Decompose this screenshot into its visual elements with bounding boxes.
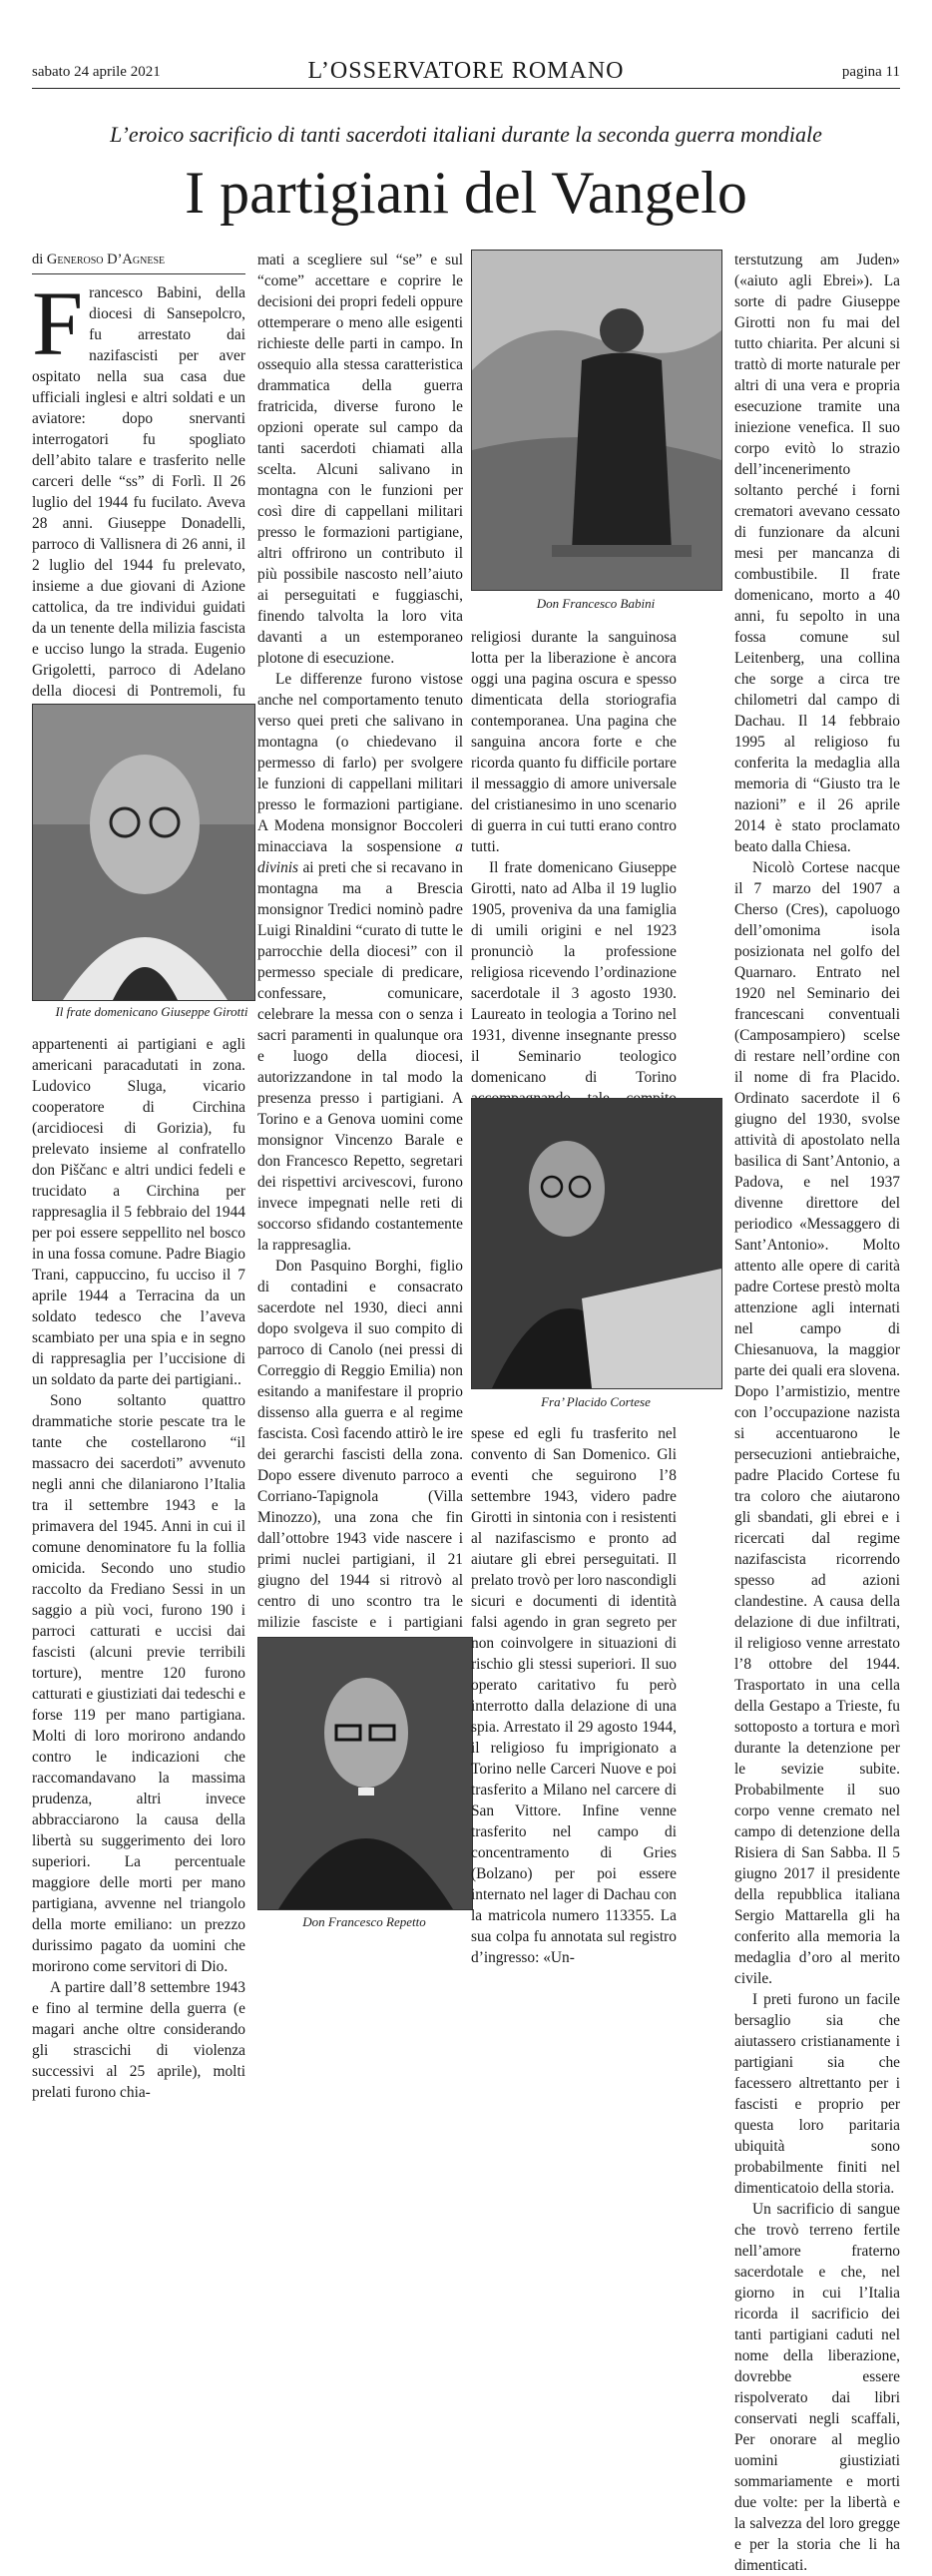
author-name: Generoso D’Agnese	[46, 252, 166, 267]
page-number: pagina 11	[841, 64, 900, 80]
paragraph: spese ed egli fu trasferito nel convento di San Domenico. Gli eventi che seguirono l’8 settembre 1943, videro padre Girotti in sintonia con i resistenti al nazifascismo e pronto ad aiutare gli ebrei perseguitati. Il prelato trovò per loro nascondigli sicuri e documenti di identità falsi agendo in gran segreto per non coinvolgere in situazioni di rischio gli stessi superiori. Il suo operato caritativo fu però interrotto dalla delazione di una spia. Arrestato il 29 agosto 1944, il religioso fu imprigionato a Torino nelle Carceri Nuove e poi trasferito a Milano nel carcere di San Vittore. Infine venne trasferito nel campo di concentramento di Gries (Bolzano) per poi essere internato nel lager di Dachau con la matricola numero 113355. La sua colpa fu annotata sul registro d’ingresso: «Un-	[471, 1425, 678, 1966]
issue-date: sabato 24 aprile 2021	[32, 64, 161, 80]
paragraph: Sono soltanto quattro drammatiche storie pescate tra le tante che costellarono “il massacro dei sacerdoti” avvenuto negli anni che dilaniarono l’Italia tra il settembre 1943 e la primavera del 1945. Anni in cui il comune denominatore fu la follia omicida. Secondo uno studio raccolto da Frediano Sessi in un saggio a più voci, furono 190 i parroci catturati e uccisi dai fascisti (alcuni previe terribili torture), mentre 120 furono catturati e giustiziati dai tedeschi e forse 119 per mano partigiana. Molti di loro morirono andando contro le indicazioni che raccomandavano la massima prudenza, altri invece abbracciarono la causa della libertà su suggerimento dei loro superiori. La percentuale maggiore delle morti per mano partigiana, avvenne nel triangolo della morte emiliano: un prezzo durissimo pagato da uomini che morirono come servitori di Dio.	[32, 1392, 245, 1975]
paragraph: terstutzung am Juden» («aiuto agli Ebrei»). La sorte di padre Giuseppe Girotti non fu mai del tutto chiarita. Per alcuni si trattò di morte naturale per altri di una vera e propria esecuzione tramite una iniezione venefica. Il suo corpo evitò lo strazio dell’incenerimento soltanto perché i forni crematori avevano cessato di funzionare da alcuni mesi per mancanza di combustibile. Il frate domenicano, morto a 40 anni, fu sepolto in una fossa comune sul Leitenberg, una collina che sorge a circa tre chilometri dal campo di Dachau. Il 14 febbraio 1995 al religioso fu conferita la medaglia alla memoria di “Giusto tra le nazioni” e il 26 aprile 2014 è stato proclamato beato dalla Chiesa.	[734, 252, 900, 855]
column-4	[734, 250, 900, 2574]
caption-cortese: Fra’ Placido Cortese	[541, 1394, 651, 1409]
photo-repetto	[257, 1637, 473, 1910]
paragraph: Nicolò Cortese nacque il 7 marzo del 1907 a Cherso (Cres), capoluogo dell’omonima isola posizionata nel golfo del Quarnaro. Entrato nel 1920 nel Seminario dei francescani conventuali (Camposampiero) scelse di restare nell’ordine con il nome di fra Placido. Ordinato sacerdote il 6 giugno del 1930, svolse attività di apostolato nella basilica di Sant’Antonio, a Padova, e nel 1937 divenne direttore del periodico «Messaggero di Sant’Antonio». Molto attento alle opere di carità padre Cortese prestò molta attenzione agli internati nel campo di Chiesanuova, la maggior parte dei quali era slovena. Dopo l’armistizio, mentre con l’occupazione nazista si accentuarono le persecuzioni antiebraiche, padre Placido Cortese fu tra coloro che aiutarono gli sbandati, gli ebrei e i ricercati dal regime nazifascista ricorrendo spesso ad azioni clandestine. A causa della delazione di due infiltrati, il religioso venne arrestato l’8 ottobre del 1944. Trasportato in una cella della Gestapo a Trieste, fu sottoposto a tortura e morì durante la detenzione per le sevizie subite. Probabilmente il suo corpo venne cremato nel campo di detenzione della Risiera di San Sabba. Il 5 giugno 2017 il presidente della repubblica italiana Sergio Mattarella gli ha conferito alla memoria la medaglia d’oro al merito civile.	[734, 859, 900, 1987]
paragraph: I preti furono un facile bersaglio sia che aiutassero cristianamente i partigiani sia che facessero altrettanto per i fascisti e proprio per questa loro paritaria ubiquità sono probabilmente finiti nel dimenticatoio della storia.	[734, 1991, 900, 2197]
column-3-top	[471, 627, 677, 1086]
paragraph: Le differenze furono vistose anche nel comportamento tenuto verso quei preti che salivano in montagna (o chiedevano il permesso di farlo) per svolgere le funzioni di cappellani militari presso le formazioni partigiane. A Modena monsignor Boccoleri minacciava la sospensione a divinis ai preti che si recavano in montagna ma a Brescia monsignor Tredici nominò padre Luigi Rinaldini “curato di tutte le parrocchie della diocesi” con il permesso speciale di predicare, confessare, comunicare, celebrare la messa con o senza i sacri paramenti in qualunque ora e luogo della diocesi, autorizzandone in tal modo la presenza presso i partigiani. A Torino e a Genova uomini come monsignor Vincenzo Barale e don Francesco Repetto, segretari dei rispettivi arcivescovi, furono invece impegnati nelle reti di soccorso sfidando costantemente la rappresaglia.	[257, 671, 463, 1254]
column-1-bottom	[32, 1034, 245, 2101]
column-3-bottom	[471, 1423, 677, 1972]
paragraph: Don Pasquino Borghi, figlio di contadini e consacrato sacerdote nel 1930, dieci anni dopo svolgeva il suo compito di parroco di Canolo (nei pressi di Correggio di Reggio Emilia) non esitando a manifestare il proprio dissenso alla guerra e al regime fascista. Così facendo attirò le ire dei gerarchi fascisti della zona. Dopo essere divenuto parroco a Corriano-Tapignola (Villa Minozzo), una zona che fin dall’ottobre 1943 vide nascere i primi nuclei partigiani, il 21 giugno del 1944 si ritrovò al centro di uno scontro tra le milizie fasciste e i partigiani	[257, 1258, 463, 1631]
caption-girotti: Il frate domenicano Giuseppe Girotti	[55, 1004, 248, 1019]
article-kicker: L’eroico sacrificio di tanti sacerdoti italiani durante la seconda guerra mondiale	[110, 122, 822, 147]
paragraph: appartenenti ai partigiani e agli americani paracadutati in zona. Ludovico Sluga, vicario cooperatore di Circhina (arcidiocesi di Gorizia), fu prelevato insieme al confratello don Piščanc e altri undici fedeli e trucidato a Circhina per rappresaglia il 5 febbraio del 1944 per poi essere seppellito nel bosco in una fossa comune. Padre Biagio Trani, cappuccino, fu ucciso il 7 aprile 1944 a Terracina da un soldato tedesco che l’aveva scambiato per una spia e in segno di rappresaglia per l’uccisione di un soldato da parte dei partigiani..	[32, 1036, 245, 1388]
photo-cortese	[471, 1098, 722, 1389]
portrait-image	[472, 251, 721, 590]
byline: di Generoso D’Agnese	[32, 250, 245, 274]
drop-cap: F	[32, 272, 84, 374]
paragraph: Il frate domenicano Giuseppe Girotti, nato ad Alba il 19 luglio 1905, proveniva da una famiglia di umili origini e nel 1923 pronunciò la professione religiosa ricevendo l’ordinazione sacerdotale il 3 agosto 1930. Laureato in teologia a Torino nel 1931, divenne insegnante presso il Seminario teologico domenicano di Torino	[471, 859, 677, 1086]
paragraph: A partire dall’8 settembre 1943 e fino al termine della guerra (e magari anche oltre considerando gli strascichi di violenza successivi al 25 aprile), molti prelati furono chia-	[32, 1979, 245, 2101]
article-headline: I partigiani del Vangelo	[185, 160, 747, 226]
portrait-image	[472, 1099, 721, 1388]
photo-babini	[471, 250, 722, 591]
column-2	[257, 250, 463, 1631]
portrait-image	[258, 1638, 472, 1909]
paragraph: Un sacrificio di sangue che trovò terreno fertile nell’amore fraterno sacerdotale e che, nel giorno in cui l’Italia ricorda il sacrificio dei tanti partigiani caduti nel nome della liberazione, dovrebbe essere rispolverato dai libri conservati negli scaffali, Per onorare al meglio uomini giustiziati sommariamente e morti due volte: per la libertà e la salvezza del loro gregge e per la storia che li ha dimenticati.	[734, 2201, 900, 2574]
photo-girotti	[32, 704, 255, 1001]
paragraph: mati a scegliere sul “se” e sul “come” accettare e coprire le decisioni dei propri fedeli oppure ottemperare o meno alle esigenti richieste delle parti in campo. In ossequio alla stessa caratteristica drammatica della guerra fratricida, diverse furono le opzioni operate sul campo da tanti sacerdoti chiamati alla scelta. Alcuni salivano in montagna con le funzioni per così dire di cappellani militari presso le formazioni partigiane, altri offrirono un contributo il più possibile nascosto nell’aiuto ai perseguitati e fuggiaschi, finendo talvolta la loro vita davanti a un estemporaneo plotone di esecuzione.	[257, 252, 463, 667]
paragraph: religiosi durante la sanguinosa lotta per la liberazione è ancora oggi una pagina oscura e spesso dimenticata della storiografia contemporanea. Una pagina che sanguina ancora forte e che ricorda quanto fu difficile portare il messaggio di amore universale del cristianesimo in uno scenario di guerra in cui tutti erano contro tutti.	[471, 629, 677, 855]
column-1-top	[32, 250, 245, 700]
masthead	[32, 58, 900, 89]
caption-repetto: Don Francesco Repetto	[302, 1914, 426, 1929]
caption-babini: Don Francesco Babini	[536, 596, 656, 611]
newspaper-title: L’OSSERVATORE ROMANO	[307, 58, 625, 84]
paragraph: Francesco Babini, della diocesi di Sansepolcro, fu arrestato dai nazifascisti per aver ospitato nella sua casa due ufficiali inglesi e altri soldati e un aviatore: dopo snervanti interrogatori fu spogliato dell’abito talare e trasferito nelle carceri delle “ss” di Forlì. Il 26 luglio del 1944 fu fucilato. Aveva 28 anni. Giuseppe Donadelli, parroco di Vallisnera di 26 anni, il 2 luglio del 1944 fu prelevato, insieme a due giovani di Azione cattolica, da tre individui guidati da un tenente della milizia fascista e ucciso lungo la strada. Eugenio Grigoletti, parroco di Adelano della diocesi di Pontremoli, fu	[32, 272, 245, 700]
portrait-image	[33, 705, 254, 1000]
